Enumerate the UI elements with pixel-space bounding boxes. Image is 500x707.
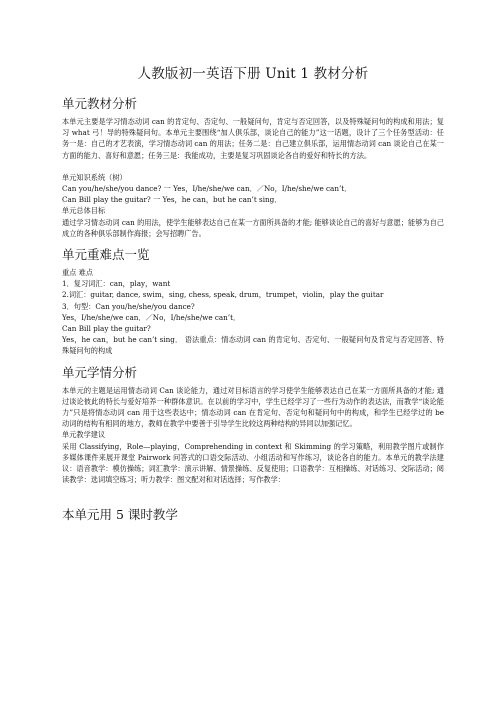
document-title: 人教版初一英语下册 Unit 1 教材分析 xyxy=(137,66,369,82)
key-point-item-6: Yes，he can，but he can’t sing． 语法重点：情态动词 can 的肯定句、否定句、一般疑问句及肯定与否定回答、特殊疑问句的构成 xyxy=(62,335,444,356)
knowledge-line-1: Can you/he/she/you dance? 一 Yes，I/he/she/we can．／No，I/he/she/we can’t． xyxy=(62,184,352,194)
key-point-item-2: 2.词汇：guitar, dance, swim，sing, chess, speak, drum，trumpet，violin，play the guitar xyxy=(62,290,384,300)
heading-key-points: 单元重难点一览 xyxy=(62,247,150,263)
knowledge-line-2: Can Bill play the guitar? 一 Yes，he can，but he can’t sing． xyxy=(62,195,282,205)
teaching-suggestion-label: 单元教学建议 xyxy=(62,430,106,440)
key-point-item-1: 1．复习词汇：can，play，want xyxy=(62,279,171,289)
unit-goal-label: 单元总体目标 xyxy=(62,206,106,216)
heading-lesson-plan: 本单元用 5 课时教学 xyxy=(62,507,178,523)
key-point-item-3: 3．句型：Can you/he/she/you dance? xyxy=(62,301,195,311)
heading-learning-analysis: 单元学情分析 xyxy=(62,364,138,380)
heading-unit-analysis: 单元教材分析 xyxy=(62,96,138,111)
document-page xyxy=(62,62,444,527)
unit-goal-text: 通过学习情态动词 can 的用法，使学生能够表达自己在某一方面所具备的才能; 能够谈论自己的喜好与意愿；能够为自己成立的各种俱乐部制作海报；会写招聘广告。 xyxy=(62,217,444,238)
knowledge-system-label: 单元知识系统（树） xyxy=(62,172,127,182)
teaching-suggestion-text: 采用 Classifying，Role—playing，Comprehending in context 和 Skimming 的学习策略，利用教学图片或制作多媒体课件来展开课堂 Pairwork 问答式的口语交际活动、小组活动和写作练习，谈论各自的能力。本单元的教学法建议：语音教学：模仿操练；词汇教学：演示讲解、情景操练、反复使用；口语教学：互相操练、对话练习、交际活动；阅读教学：选词填空练习；听力教学：图文配对和对话选择；写作教学： xyxy=(62,441,444,485)
key-point-item-5: Can Bill play the guitar? xyxy=(62,324,151,334)
paragraph-unit-analysis: 本单元主要是学习情态动词 can 的肯定句、否定句、一般疑问句，肯定与否定回答，以及特殊疑问句的构成和用法；复习 what 弓！导的特殊疑问句。本单元主要围绕“加人俱乐部，谈论自己的能力”这一话题，设计了三个任务型活动：任务一是：自己的才艺表演，学习情态动词 can 的用法；任务二是：自己建立俱乐部，运用情态动词 can 谈论自己在某一方面的能力、喜好和意愿；任务三是：我能成功，主要是复习巩固谈论各自的爱好和特长的方法。 xyxy=(62,117,444,160)
key-points-label: 重点 难点 xyxy=(62,268,94,278)
paragraph-learning-analysis: 本单元的主题是运用情态动词 Can 谈论能力，通过对目标语言的学习使学生能够表达自己在某一方面所具备的才能; 通过谈论彼此的特长与爱好培养一种群体意识。在以前的学习中，学生已经学习了一些行为动作的表达法，而教学“谈论能力”只是将情态动词 can 用于这些表达中；情态动词 can 在肯定句、否定句和疑问句中的构成，和学生已经学过的 be 动词的结构有相同的地方，教师在教学中要善于引导学生比较这两种结构的异同以加强记忆。 xyxy=(62,385,444,429)
key-point-item-4: Yes，I/he/she/we can．／No，I/he/she/we can’t． xyxy=(62,312,241,322)
